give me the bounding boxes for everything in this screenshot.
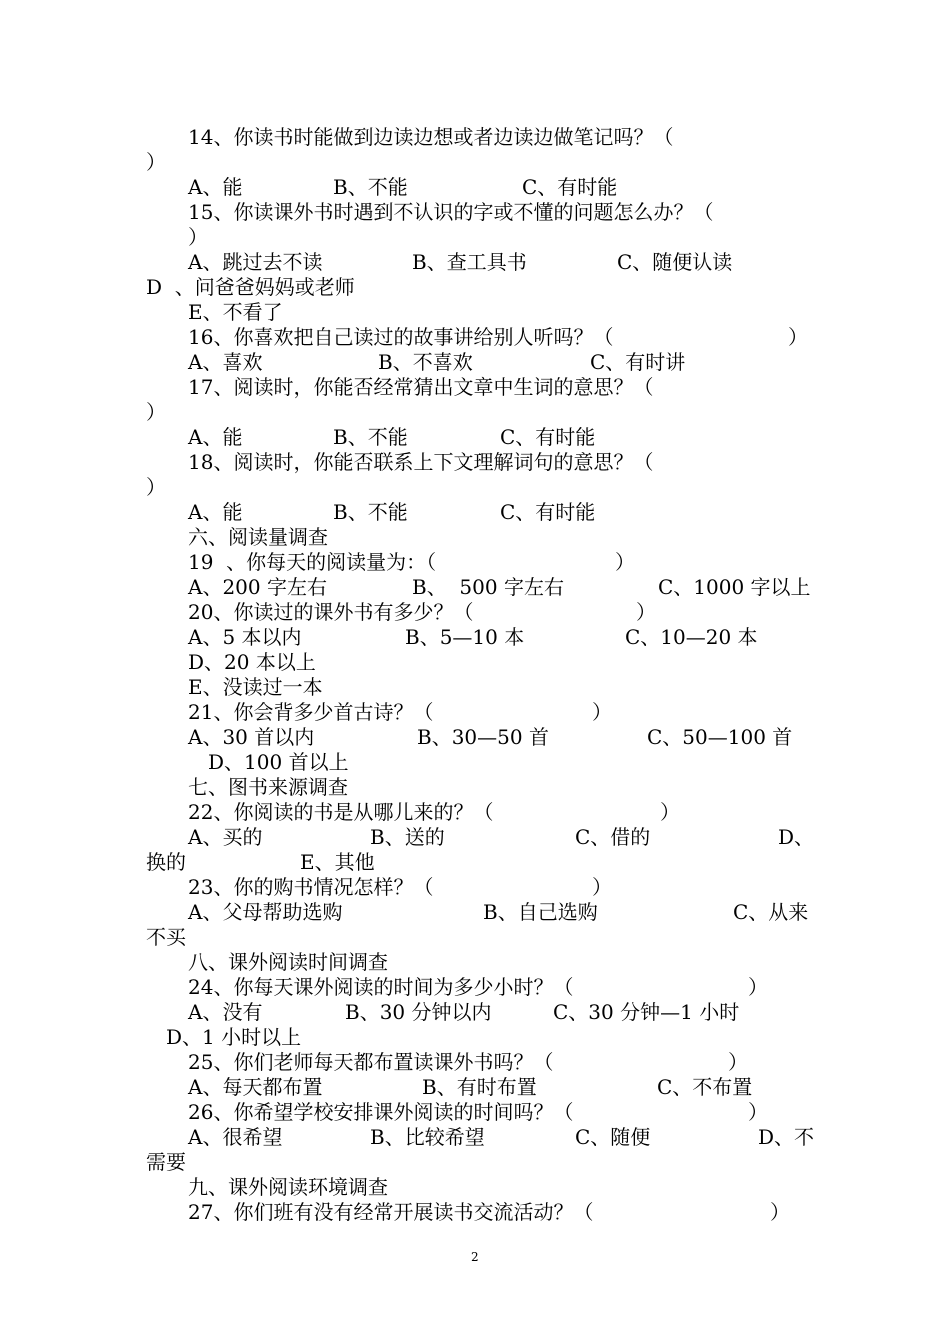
- option-a: A、能: [188, 500, 243, 524]
- option-b: B、不能: [333, 175, 408, 199]
- option-d: D、: [778, 825, 815, 849]
- option-c: C、随便认读: [617, 250, 733, 274]
- option-b: B、30—50 首: [417, 725, 549, 749]
- option-b: B、自己选购: [483, 900, 598, 924]
- option-b: B、送的: [370, 825, 445, 849]
- page-number: 2: [471, 1250, 479, 1264]
- option-b: B、30 分钟以内: [345, 1000, 492, 1024]
- option-c: C、随便: [575, 1125, 651, 1149]
- option-c: C、借的: [575, 825, 651, 849]
- option-e: E、没读过一本: [188, 675, 323, 699]
- option-d-continued: 换的: [146, 850, 186, 874]
- option-b: B、比较希望: [370, 1125, 485, 1149]
- option-c: C、不布置: [657, 1075, 753, 1099]
- option-b: B、有时布置: [422, 1075, 537, 1099]
- answer-blank: ）: [146, 475, 166, 499]
- option-b: B、查工具书: [412, 250, 527, 274]
- question-15: 15、你读课外书时遇到不认识的字或不懂的问题怎么办？（: [188, 200, 714, 224]
- option-c-continued: 不买: [146, 925, 186, 949]
- option-a: A、父母帮助选购: [188, 900, 343, 924]
- question-19: 19 、你每天的阅读量为：（: [188, 550, 437, 574]
- option-a: A、没有: [188, 1000, 263, 1024]
- option-a: A、喜欢: [188, 350, 263, 374]
- question-26: 26、你希望学校安排课外阅读的时间吗？（: [188, 1100, 574, 1124]
- question-14: 14、你读书时能做到边读边想或者边读边做笔记吗？（: [188, 125, 674, 149]
- question-18: 18、阅读时，你能否联系上下文理解词句的意思？（: [188, 450, 654, 474]
- option-b: B、5—10 本: [405, 625, 525, 649]
- section-heading-8: 八、课外阅读时间调查: [188, 950, 388, 974]
- option-c: C、从来: [733, 900, 809, 924]
- option-d: D、不: [758, 1125, 815, 1149]
- option-a: A、200 字左右: [188, 575, 327, 599]
- section-heading-6: 六、阅读量调查: [188, 525, 328, 549]
- option-c: C、1000 字以上: [658, 575, 811, 599]
- option-b: B、不能: [333, 425, 408, 449]
- answer-blank-close: ）: [728, 1050, 748, 1074]
- option-a: A、很希望: [188, 1125, 283, 1149]
- option-b: B、不能: [333, 500, 408, 524]
- answer-blank-close: ）: [636, 600, 656, 624]
- option-a: A、能: [188, 175, 243, 199]
- option-e: E、不看了: [188, 300, 283, 324]
- option-a: A、跳过去不读: [188, 250, 323, 274]
- answer-blank-close: ）: [748, 1100, 768, 1124]
- answer-blank-close: ）: [660, 800, 680, 824]
- question-20: 20、你读过的课外书有多少？（: [188, 600, 474, 624]
- option-c: C、有时能: [500, 500, 596, 524]
- answer-blank-close: ）: [615, 550, 635, 574]
- question-17: 17、阅读时，你能否经常猜出文章中生词的意思？（: [188, 375, 654, 399]
- question-21: 21、你会背多少首古诗？（: [188, 700, 434, 724]
- option-c: C、有时讲: [590, 350, 686, 374]
- option-d: D、100 首以上: [208, 750, 349, 774]
- option-c: C、30 分钟—1 小时: [553, 1000, 740, 1024]
- option-a: A、每天都布置: [188, 1075, 323, 1099]
- section-heading-7: 七、图书来源调查: [188, 775, 348, 799]
- section-heading-9: 九、课外阅读环境调查: [188, 1175, 388, 1199]
- question-25: 25、你们老师每天都布置读课外书吗？（: [188, 1050, 554, 1074]
- option-d-continued: 需要: [146, 1150, 186, 1174]
- option-a: A、能: [188, 425, 243, 449]
- option-c: C、10—20 本: [625, 625, 758, 649]
- option-a: A、30 首以内: [188, 725, 315, 749]
- option-a: A、5 本以内: [188, 625, 302, 649]
- answer-blank-close: ）: [748, 975, 768, 999]
- answer-blank-close: ）: [770, 1200, 790, 1224]
- option-d: D、20 本以上: [188, 650, 316, 674]
- option-c: C、50—100 首: [647, 725, 793, 749]
- question-16: 16、你喜欢把自己读过的故事讲给别人听吗？（: [188, 325, 614, 349]
- option-e: E、其他: [300, 850, 375, 874]
- answer-blank-close: ）: [788, 325, 808, 349]
- option-a: A、买的: [188, 825, 263, 849]
- question-22: 22、你阅读的书是从哪儿来的？（: [188, 800, 494, 824]
- option-b: B、不喜欢: [378, 350, 473, 374]
- option-c: C、有时能: [522, 175, 618, 199]
- option-d: D 、问爸爸妈妈或老师: [146, 275, 355, 299]
- question-27: 27、你们班有没有经常开展读书交流活动？（: [188, 1200, 594, 1224]
- answer-blank: ）: [146, 150, 166, 174]
- question-24: 24、你每天课外阅读的时间为多少小时？（: [188, 975, 574, 999]
- option-d: D、1 小时以上: [166, 1025, 302, 1049]
- option-c: C、有时能: [500, 425, 596, 449]
- question-23: 23、你的购书情况怎样？（: [188, 875, 434, 899]
- answer-blank: ）: [188, 225, 208, 249]
- option-b: B、 500 字左右: [412, 575, 564, 599]
- answer-blank-close: ）: [592, 700, 612, 724]
- answer-blank-close: ）: [592, 875, 612, 899]
- answer-blank: ）: [146, 400, 166, 424]
